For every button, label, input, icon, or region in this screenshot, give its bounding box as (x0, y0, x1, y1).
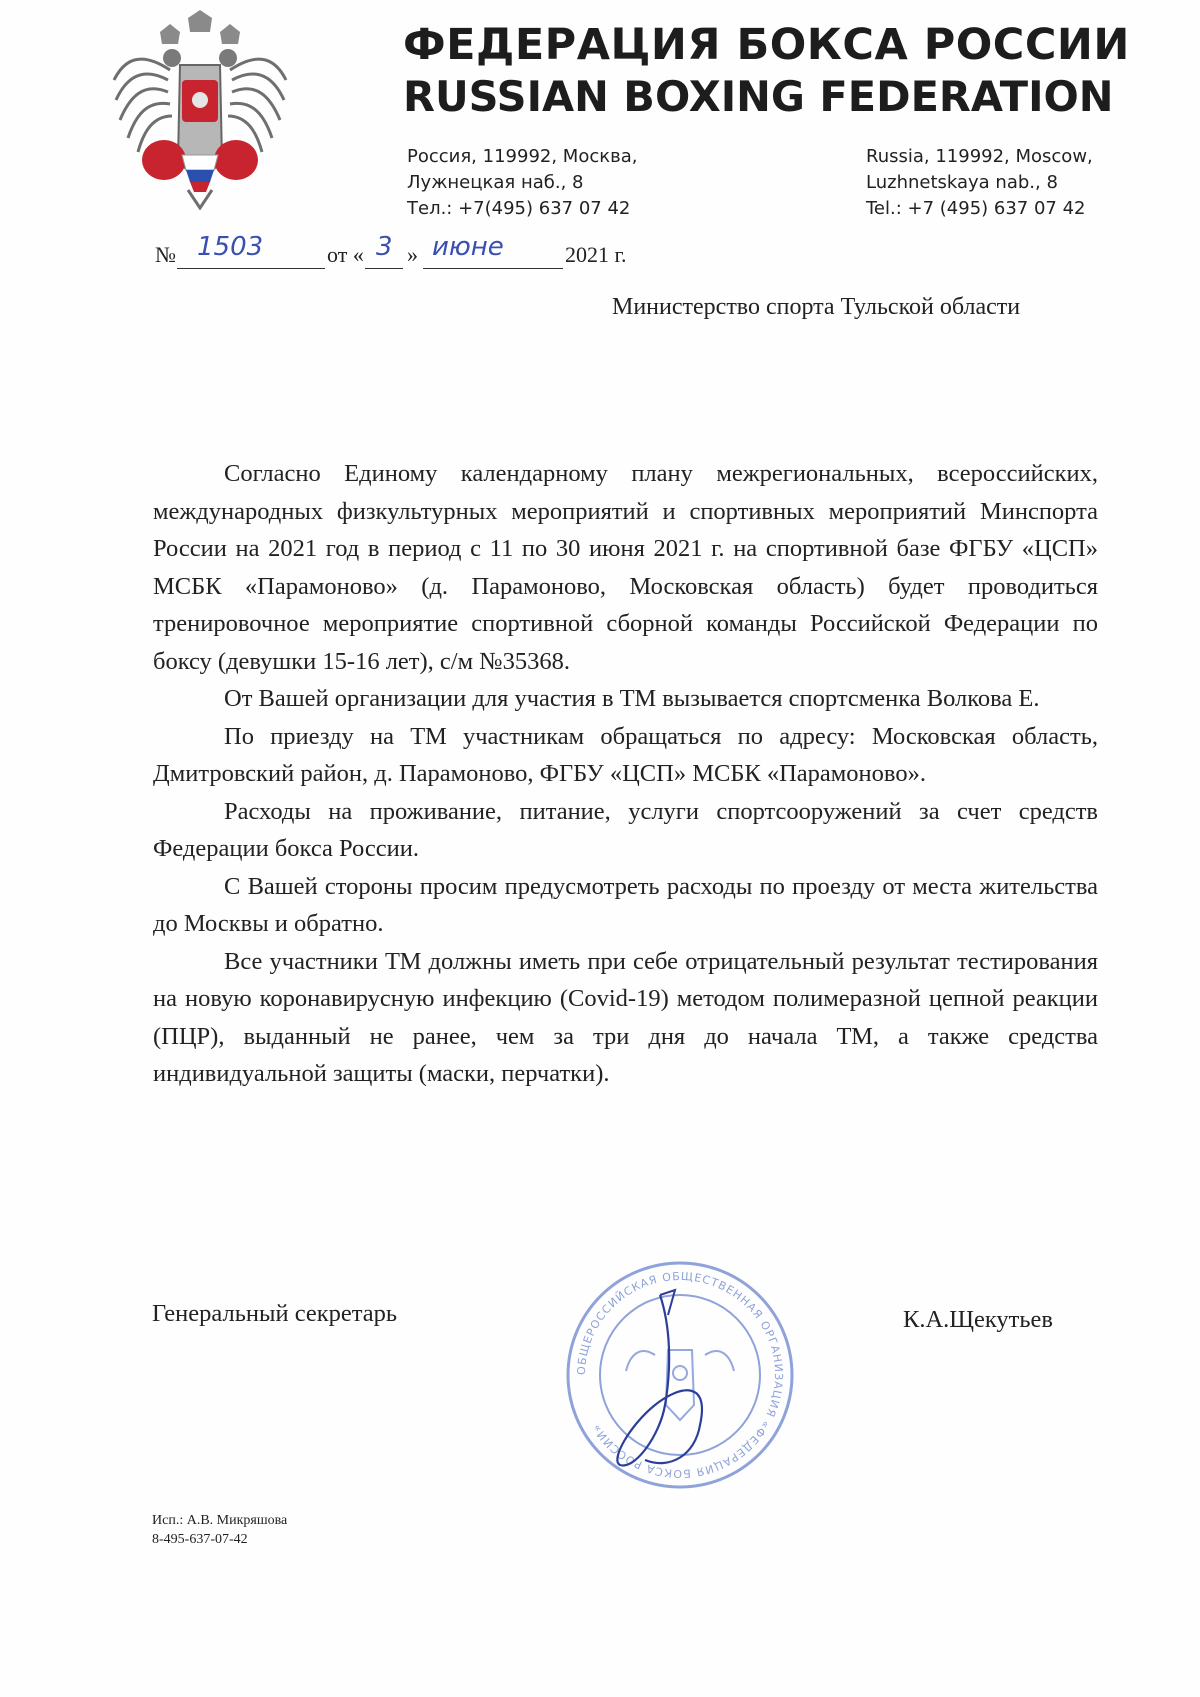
address-ru-line: Лужнецкая наб., 8 (407, 172, 584, 193)
svg-text:ОБЩЕРОССИЙСКАЯ ОБЩЕСТВЕННАЯ ОР (575, 1270, 785, 1480)
title-en: RUSSIAN BOXING FEDERATION (403, 72, 1114, 121)
signer-title: Генеральный секретарь (152, 1300, 398, 1327)
body-paragraph: Согласно Единому календарному плану межрегиональных, всероссийских, международных физкультурных мероприятий и спортивных мероприятий Минспорта России на 2021 год в период с 11 по 30 июня 2021 г. на спортивной базе ФГБУ «ЦСП» МСБК «Парамоново» (д. Парамоново, Московская область) будет проводиться тренировочное мероприятие спортивной сборной команды Российской Федерации по боксу (девушки 15-16 лет), с/м №35368. (153, 460, 1098, 675)
address-en-line: Tel.: +7 (495) 637 07 42 (866, 198, 1086, 219)
number-label: № (155, 242, 176, 267)
day-underline (365, 268, 403, 269)
address-en-line: Russia, 119992, Moscow, (866, 146, 1093, 167)
address-ru (407, 144, 637, 222)
stamp-text: ОБЩЕРОССИЙСКАЯ ОБЩЕСТВЕННАЯ ОРГАНИЗАЦИЯ «ФЕДЕРАЦИЯ БОКСА РОССИИ» (574, 1269, 786, 1481)
addressee: Министерство спорта Тульской области (612, 294, 1021, 320)
official-stamp-icon (560, 1255, 800, 1495)
registration-number: 1503 (197, 232, 264, 262)
letter-body (153, 455, 1098, 1093)
body-paragraph: Все участники ТМ должны иметь при себе отрицательный результат тестирования на новую коронавирусную инфекцию (Covid-19) методом полимеразной цепной реакции (ПЦР), выданный не ранее, чем за три дня до начала ТМ, а также средства индивидуальной защиты (маски, перчатки). (153, 947, 1098, 1087)
from-label: от « (327, 242, 364, 267)
federation-emblem-icon (110, 10, 290, 210)
body-paragraph: От Вашей организации для участия в ТМ вызывается спортсменка Волкова Е. (224, 685, 1040, 712)
executor-phone: 8-495-637-07-42 (152, 1532, 248, 1547)
executor-info (152, 1511, 287, 1549)
address-ru-line: Россия, 119992, Москва, (407, 146, 638, 167)
address-en-line: Luzhnetskaya nab., 8 (866, 172, 1058, 193)
registration-month: июне (432, 232, 504, 262)
body-paragraph: С Вашей стороны просим предусмотреть расходы по проезду от места жительства до Москвы и обратно. (153, 872, 1098, 937)
executor-name: Исп.: А.В. Микряшова (152, 1513, 288, 1528)
signer-name: К.А.Щекутьев (903, 1306, 1054, 1333)
month-underline (423, 268, 563, 269)
body-paragraph: Расходы на проживание, питание, услуги спортсооружений за счет средств Федерации бокса России. (153, 797, 1098, 862)
letterhead-title (403, 18, 1130, 122)
number-underline (177, 268, 325, 269)
title-ru: ФЕДЕРАЦИЯ БОКСА РОССИИ (403, 20, 1130, 70)
day-close: » (407, 242, 418, 267)
body-paragraph: По приезду на ТМ участникам обращаться по адресу: Московская область, Дмитровский район, д. Парамоново, ФГБУ «ЦСП» МСБК «Парамоново». (153, 722, 1098, 787)
address-en (866, 144, 1093, 222)
registration-year: 2021 г. (565, 242, 627, 267)
registration-day: 3 (376, 232, 393, 262)
registration-line (155, 230, 655, 270)
address-ru-line: Тел.: +7(495) 637 07 42 (407, 198, 631, 219)
